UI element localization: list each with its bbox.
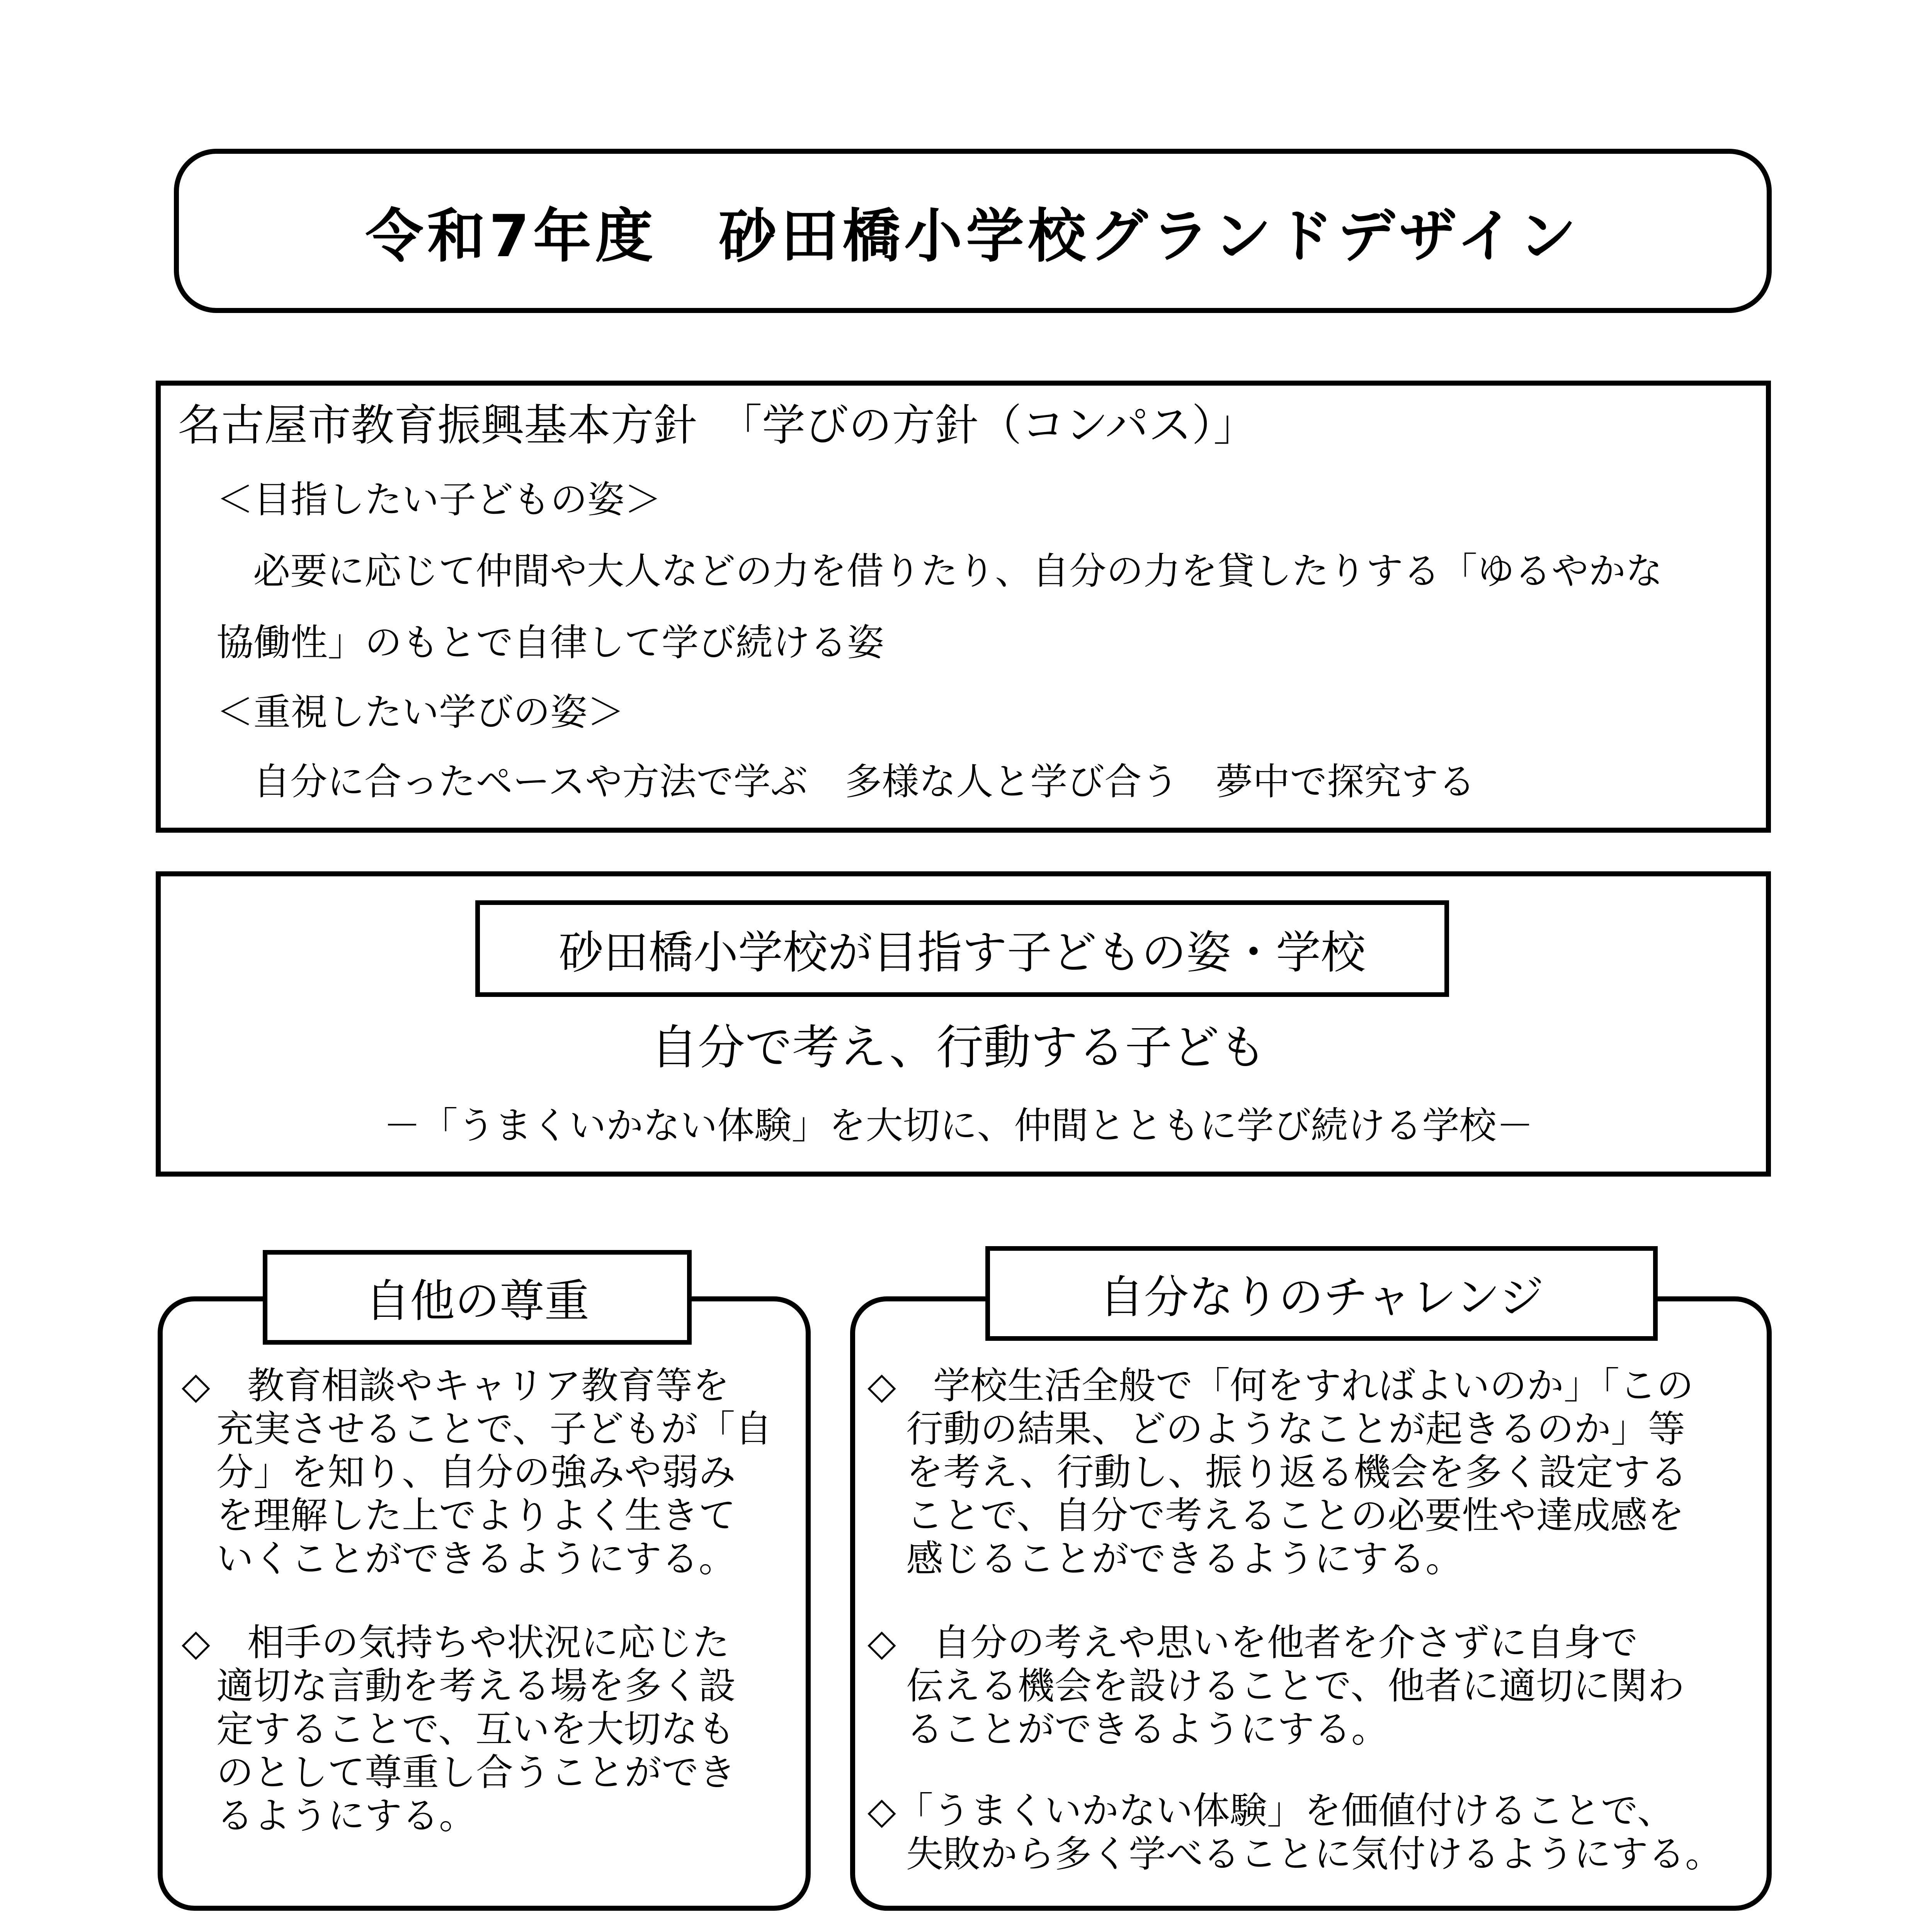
school-goal-label-box xyxy=(475,900,1449,997)
respect-item-2 xyxy=(182,1621,736,1837)
school-goal-label: 砂田橋小学校が目指す子どもの姿・学校 xyxy=(559,926,1366,979)
respect-label-box xyxy=(263,1250,692,1345)
challenge-item-3 xyxy=(867,1789,1722,1876)
respect-item-2-line: るようにする。 xyxy=(216,1794,476,1837)
respect-item-1-line: 充実させることで、子どもが「自 xyxy=(216,1407,772,1451)
title-box xyxy=(174,149,1772,313)
challenge-item-1-line: を考え、行動し、振り返る機会を多く設定する xyxy=(906,1451,1687,1494)
challenge-item-3-line: 失敗から多く学べることに気付けるようにする。 xyxy=(906,1832,1722,1876)
challenge-item-3-line: ◇「うまくいかない体験」を価値付けることで、 xyxy=(867,1789,1674,1832)
policy-text-1b: 協働性」のもとで自律して学び続ける姿 xyxy=(216,621,884,664)
challenge-item-2-line: 伝える機会を設けることで、他者に適切に関わ xyxy=(906,1664,1685,1708)
page-title: 令和7年度 砂田橋小学校グランドデザイン xyxy=(365,202,1580,270)
challenge-label-box xyxy=(985,1246,1658,1341)
respect-item-1-line: いくことができるようにする。 xyxy=(216,1537,736,1580)
challenge-item-2-line: ることができるようにする。 xyxy=(906,1708,1388,1751)
challenge-item-1 xyxy=(867,1364,1694,1580)
challenge-item-1-line: 感じることができるようにする。 xyxy=(906,1537,1463,1580)
respect-item-2-line: 定することで、互いを大切なも xyxy=(216,1708,735,1751)
challenge-item-1-line: ◇ 学校生活全般で「何をすればよいのか」「この xyxy=(867,1364,1694,1407)
policy-heading: 名古屋市教育振興基本方針 「学びの方針（コンパス）」 xyxy=(178,400,1257,451)
challenge-item-2-line: ◇ 自分の考えや思いを他者を介さずに自身で xyxy=(867,1621,1638,1664)
policy-text-2: 自分に合ったペースや方法で学ぶ 多様な人と学び合う 夢中で探究する xyxy=(253,760,1476,803)
challenge-item-1-line: 行動の結果、どのようなことが起きるのか」等 xyxy=(906,1407,1685,1451)
respect-item-2-line: のとして尊重し合うことができ xyxy=(216,1751,736,1794)
respect-item-1-line: ◇ 教育相談やキャリア教育等を xyxy=(182,1364,730,1407)
policy-subheading-2: ＜重視したい学びの姿＞ xyxy=(216,690,624,734)
school-goal-sub: －「うまくいかない体験」を大切に、仲間とともに学び続ける学校－ xyxy=(383,1104,1534,1147)
respect-item-2-line: ◇ 相手の気持ちや状況に応じた xyxy=(182,1621,730,1664)
policy-subheading-1: ＜目指したい子どもの姿＞ xyxy=(216,478,662,521)
respect-label: 自他の尊重 xyxy=(365,1275,589,1327)
challenge-item-2 xyxy=(867,1621,1684,1751)
respect-item-1-line: 分」を知り、自分の強みや弱み xyxy=(216,1451,736,1494)
policy-text-1a: 必要に応じて仲間や大人などの力を借りたり、自分の力を貸したりする「ゆるやかな xyxy=(253,549,1663,593)
school-goal-main: 自分で考え、行動する子ども xyxy=(650,1020,1267,1075)
respect-item-1-line: を理解した上でよりよく生きて xyxy=(216,1494,736,1537)
respect-item-2-line: 適切な言動を考える場を多く設 xyxy=(216,1664,736,1708)
respect-item-1 xyxy=(182,1364,772,1580)
challenge-label: 自分なりのチャレンジ xyxy=(1099,1271,1544,1323)
challenge-item-1-line: ことで、自分で考えることの必要性や達成感を xyxy=(906,1494,1685,1537)
